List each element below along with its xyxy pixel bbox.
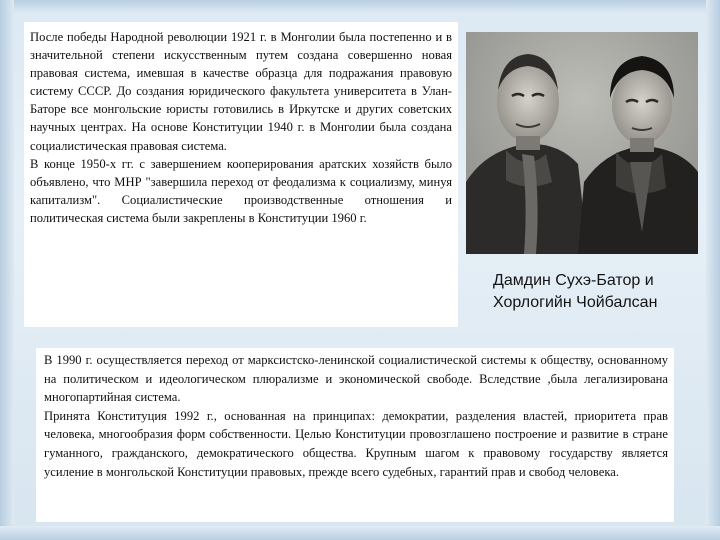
bottom-paragraph-1: В 1990 г. осуществляется переход от марксистско-ленинской социалистической системы к обществу, основанному на политическом и идеологическом плюрализме и экономической свободе. Вследствие ,была легализирована многопартийная система.: [44, 353, 668, 405]
slide-frame-bottom: [0, 526, 720, 540]
bottom-text-box: [36, 348, 674, 522]
slide-frame-right: [706, 0, 720, 540]
top-text-box: [24, 22, 458, 327]
portrait-photo: [466, 32, 698, 254]
top-paragraph-1: После победы Народной революции 1921 г. в Монголии была постепенно и в значительной степени искусственным путем создана совершенно новая правовая система, имевшая в качестве образца для подражания правовую систему СССР. До создания юридического факультета университета в Улан-Баторе все монгольские юристы готовились в Иркутске и других советских научных центрах. На основе Конституции 1940 г. в Монголии была создана социалистическая правовая система.: [30, 30, 452, 153]
top-paragraph-2: В конце 1950-х гг. с завершением кооперирования аратских хозяйств было объявлено, что МНР "завершила переход от феодализма к социализму, минуя капитализм". Социалистические производственные отношения и политическая система были закреплены в Конституции 1960 г.: [30, 156, 452, 225]
bottom-paragraph-2: Принята Конституция 1992 г., основанная на принципах: демократии, разделения властей, приоритета прав человека, многообразия форм собственности. Целью Конституции провозглашено построение и развитие в стране гуманного, гражданского, демократического общества. Крупным шагом к правовому государству является усиление в монгольской Конституции правовых, прежде всего судебных, гарантий прав и свобод человека.: [44, 408, 668, 479]
photo-caption: Дамдин Сухэ-Батор и Хорлогийн Чойбалсан: [493, 272, 658, 311]
slide-frame-left: [0, 0, 14, 540]
slide-frame-top: [0, 0, 720, 14]
portrait-photo-image: [466, 32, 698, 254]
